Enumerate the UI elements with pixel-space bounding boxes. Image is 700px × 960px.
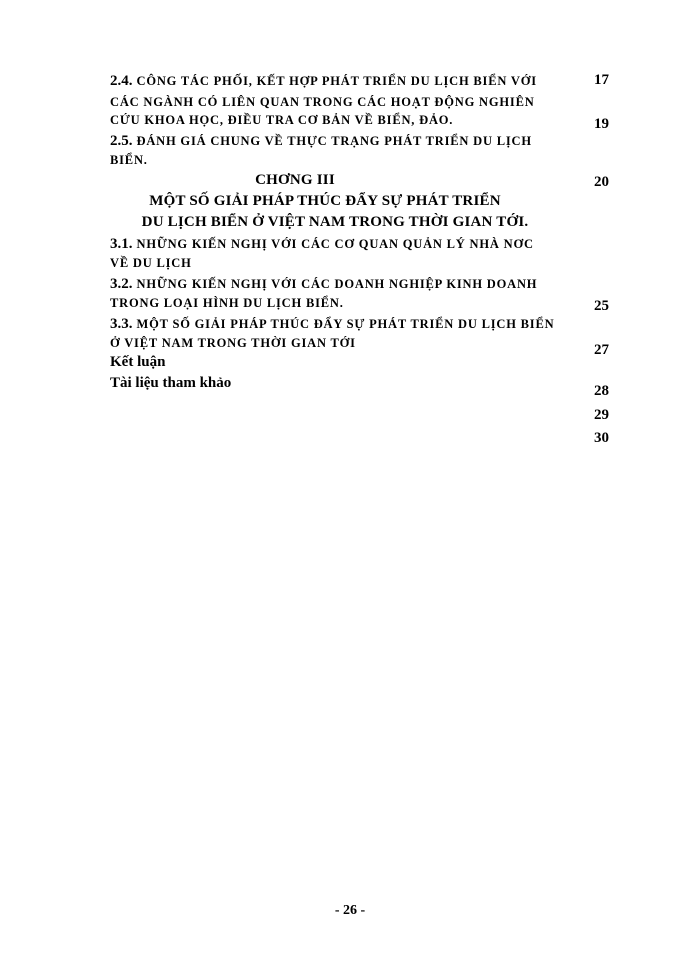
page-number: 29 <box>594 407 609 423</box>
chapter-label: CHƠNG III <box>255 172 335 188</box>
toc-entry-3-3 <box>110 316 554 332</box>
page-number: 25 <box>594 298 609 314</box>
entry-title-line: VỀ DU LỊCH <box>110 256 192 270</box>
page-number: 20 <box>594 174 609 190</box>
section-number: 2.5. <box>110 133 133 149</box>
toc-entry-2-4 <box>110 73 537 89</box>
section-number: 3.2. <box>110 276 133 292</box>
page-number: 30 <box>594 430 609 446</box>
entry-title-line: MỘT SỐ GIẢI PHÁP THÚC ĐẨY SỰ PHÁT TRIỂN DU LỊCH BIỂN <box>136 317 555 331</box>
conclusion-entry: Kết luận <box>110 354 166 370</box>
entry-title-line: NHỮNG KIẾN NGHỊ VỚI CÁC CƠ QUAN QUẢN LÝ NHÀ NƠC <box>136 237 534 251</box>
entry-title-line: NHỮNG KIẾN NGHỊ VỚI CÁC DOANH NGHIỆP KINH DOANH <box>136 277 538 291</box>
references-entry: Tài liệu tham khảo <box>110 375 232 391</box>
entry-title-line: ĐÁNH GIÁ CHUNG VỀ THỰC TRẠNG PHÁT TRIỂN DU LỊCH <box>136 134 532 148</box>
entry-title-line: TRONG LOẠI HÌNH DU LỊCH BIỂN. <box>110 296 344 310</box>
chapter-title-line-1: MỘT SỐ GIẢI PHÁP THÚC ĐẨY SỰ PHÁT TRIỂN <box>149 193 501 209</box>
entry-title-line: CỨU KHOA HỌC, ĐIỀU TRA CƠ BẢN VỀ BIỂN, ĐẢO. <box>110 113 454 127</box>
page-number: 28 <box>594 383 609 399</box>
toc-entry-3-2 <box>110 276 537 292</box>
entry-title-line: CÁC NGÀNH CÓ LIÊN QUAN TRONG CÁC HOẠT ĐỘNG NGHIÊN <box>110 95 535 109</box>
toc-entry-2-5 <box>110 133 532 149</box>
entry-title-line: Ở VIỆT NAM TRONG THỜI GIAN TỚI <box>110 336 356 350</box>
section-number: 3.3. <box>110 316 133 332</box>
footer-page-number: - 26 - <box>334 903 366 918</box>
chapter-title-line-2: DU LỊCH BIỂN Ở VIỆT NAM TRONG THỜI GIAN TỚI. <box>141 214 529 230</box>
entry-title-line: BIỂN. <box>110 153 148 167</box>
page-number: 19 <box>594 116 609 132</box>
section-number: 2.4. <box>110 73 133 89</box>
page-number: 17 <box>594 72 609 88</box>
entry-title-line: CÔNG TÁC PHỐI, KẾT HỢP PHÁT TRIỂN DU LỊCH BIỂN VỚI <box>136 74 537 88</box>
toc-entry-3-1 <box>110 236 534 252</box>
section-number: 3.1. <box>110 236 133 252</box>
page-number: 27 <box>594 342 609 358</box>
